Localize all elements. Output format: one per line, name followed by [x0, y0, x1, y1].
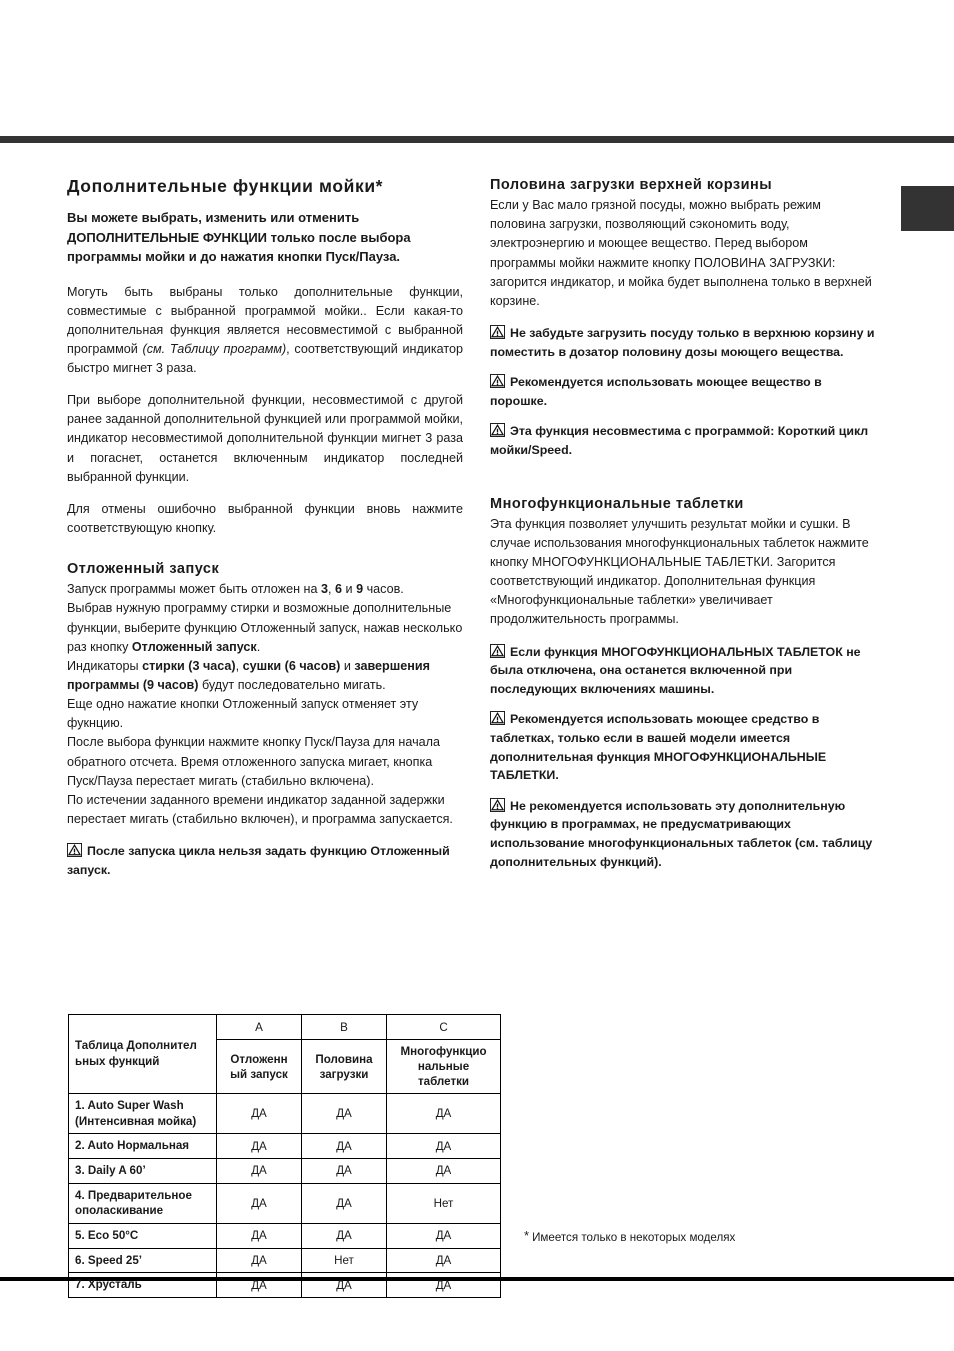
intro-lead-paragraph: Вы можете выбрать, изменить или отменить ДОПОЛНИТЕЛЬНЫЕ ФУНКЦИИ только после выбора программы мойки и до нажатия кнопки Пуск/Пауза.	[67, 210, 411, 264]
half-load-note-3	[490, 422, 876, 459]
multi-tabs-note-3-text: Не рекомендуется использовать эту дополнительную функцию в программах, не предусматривающих использование многофункциональных таблеток (см. таблицу дополнительных функций).	[490, 798, 873, 869]
cell-value: ДА	[302, 1273, 387, 1298]
cell-value: ДА	[387, 1134, 501, 1159]
ds-s2: Выбрав нужную программу стирки и возможные дополнительные функции, выберите функцию Отложенный запуск, нажав несколько раз кнопку	[67, 601, 463, 654]
cancel-function-paragraph: Для отмены ошибочно выбранной функции вновь нажмите соответствующую кнопку.	[67, 501, 463, 536]
table-row	[69, 1183, 501, 1223]
top-divider-bar	[0, 136, 954, 143]
delayed-start-body	[67, 580, 463, 829]
ds-sep1: ,	[328, 582, 336, 597]
cell-value: ДА	[387, 1094, 501, 1134]
ds-ind-dry: сушки (6 часов)	[242, 658, 341, 673]
cell-value: Нет	[387, 1183, 501, 1223]
table-row	[69, 1134, 501, 1159]
table-row	[69, 1273, 501, 1298]
right-column	[490, 176, 876, 883]
multi-tabs-note-2	[490, 710, 876, 784]
multi-tabs-heading: Многофункциональные таблетки	[490, 495, 744, 512]
ds-s6: По истечении заданного времени индикатор заданной задержки перестает мигать (стабильно включен), и программа запускается.	[67, 792, 453, 826]
table-row	[69, 1159, 501, 1184]
warning-triangle-icon	[490, 644, 505, 658]
page-edge-marker	[901, 186, 954, 231]
multi-tabs-body: Эта функция позволяет улучшить результат мойки и сушки. В случае использования многофункциональных таблеток нажмите кнопку МНОГОФУНКЦИОНАЛЬНЫЕ ТАБЛЕТКИ. Загорится соответствующий индикатор. Дополнительная функция «Многофункциональные таблетки» увеличивает продолжительность программы.	[490, 516, 869, 627]
program-name: 5. Eco 50°C	[69, 1224, 217, 1249]
cell-value: ДА	[217, 1094, 302, 1134]
table-row	[69, 1224, 501, 1249]
page-title: Дополнительные функции мойки*	[67, 176, 384, 196]
multi-tabs-note-1-text: Если функция МНОГОФУНКЦИОНАЛЬНЫХ ТАБЛЕТОК не была отключена, она останется включенной при последующих включениях машины.	[490, 644, 861, 696]
half-load-note-2	[490, 373, 876, 410]
ds-s3a: Индикаторы	[67, 658, 143, 673]
ds-s4: Еще одно нажатие кнопки Отложенный запуск отменяет эту фукнцию.	[67, 697, 419, 731]
table-row	[69, 1094, 501, 1134]
options-table-container	[68, 1014, 500, 1298]
ds-sep2: и	[342, 582, 357, 597]
compat-text-a: Могуть быть выбраны только дополнительные функции, совместимые с выбранной программой мойки.. Если какая-то дополнительная функция является несовместимой с выбранной программой	[67, 284, 463, 356]
ds-s2-end: .	[256, 639, 261, 654]
program-name: 7. Хрусталь	[69, 1273, 217, 1298]
ds-s3-sep: ,	[235, 658, 243, 673]
table-letter-row	[69, 1015, 501, 1040]
column-header-multi-tabs: Многофункцио нальные таблетки	[387, 1040, 501, 1094]
compat-text-italic: (см. Таблицу программ)	[142, 341, 287, 356]
multi-tabs-note-1	[490, 643, 876, 699]
column-letter-c: C	[387, 1015, 501, 1040]
ds-s3-end: будут последовательно мигать.	[198, 678, 386, 693]
ds-s1c: часов.	[363, 582, 404, 597]
cell-value: ДА	[302, 1159, 387, 1184]
delayed-start-warning-text: После запуска цикла нельзя задать функцию Отложенный запуск.	[67, 844, 450, 877]
delayed-start-heading: Отложенный запуск	[67, 561, 220, 578]
cell-value: ДА	[387, 1159, 501, 1184]
column-header-half-load: Половина загрузки	[302, 1040, 387, 1094]
warning-triangle-icon	[490, 423, 505, 437]
cell-value: ДА	[302, 1094, 387, 1134]
half-load-heading: Половина загрузки верхней корзины	[490, 177, 773, 193]
compatibility-paragraph	[67, 283, 463, 379]
cell-value: ДА	[387, 1224, 501, 1249]
half-load-body: Если у Вас мало грязной посуды, можно выбрать режим половина загрузки, позволяющий сэкономить воду, электроэнергию и моющее вещество. Перед выбором программы мойки нажмите кнопку ПОЛОВИНА ЗАГРУЗКИ: загорится индикатор, и мойка будет выполнена только в верхней корзине.	[490, 198, 872, 308]
footnote-text: Имеется только в некоторых моделях	[532, 1231, 736, 1244]
compat-text-b: , соответствующий индикатор быстро мигнет 3 раза.	[67, 341, 463, 376]
ds-ind-end: завершения программы (9 часов)	[67, 658, 430, 693]
column-header-delayed-start: Отложенн ый запуск	[217, 1040, 302, 1094]
multi-tabs-note-2-text: Рекомендуется использовать моющее средство в таблетках, только если в вашей модели имеется дополнительная функция МНОГОФУНКЦИОНАЛЬНЫЕ ТАБЛЕТКИ.	[490, 712, 827, 783]
column-letter-a: A	[217, 1015, 302, 1040]
cell-value: ДА	[302, 1183, 387, 1223]
cell-value: Нет	[302, 1248, 387, 1273]
ds-hours-9: 9	[356, 582, 364, 597]
program-name: 4. Предварительное ополаскивание	[69, 1183, 217, 1223]
cell-value: ДА	[217, 1224, 302, 1249]
cell-value: ДА	[387, 1248, 501, 1273]
table-row	[69, 1248, 501, 1273]
cell-value: ДА	[302, 1134, 387, 1159]
half-load-note-1-text: Не забудьте загрузить посуду только в верхнюю корзину и поместить в дозатор половину дозы моющего вещества.	[490, 325, 875, 359]
warning-triangle-icon	[490, 798, 505, 812]
ds-button-name: Отложенный запуск	[131, 639, 257, 654]
ds-s1a: Запуск программы может быть отложен на	[67, 582, 321, 597]
table-corner-label: Таблица Дополнител ьных функций	[69, 1015, 217, 1094]
column-letter-b: B	[302, 1015, 387, 1040]
cell-value: ДА	[302, 1224, 387, 1249]
incompatible-indicator-paragraph: При выборе дополнительной функции, несовместимой с другой ранее заданной дополнительной функцией или программой мойки, индикатор несовместимой дополнительной функции мигнет 3 раза и погаснет, останется включенным индикатор последней выбранной функции.	[67, 393, 463, 484]
delayed-start-warning-note	[67, 842, 463, 879]
program-name: 6. Speed 25’	[69, 1248, 217, 1273]
page-footnote	[524, 1228, 735, 1245]
warning-triangle-icon	[490, 325, 505, 339]
options-compatibility-table	[68, 1014, 501, 1298]
program-name: 3. Daily A 60’	[69, 1159, 217, 1184]
ds-hours-6: 6	[335, 582, 343, 597]
half-load-note-3-text: Эта функция несовместима с программой: Короткий цикл мойки/Speed.	[490, 424, 869, 458]
multi-tabs-note-3	[490, 797, 876, 871]
cell-value: ДА	[387, 1273, 501, 1298]
footnote-asterisk: *	[524, 1228, 530, 1243]
cell-value: ДА	[217, 1134, 302, 1159]
half-load-note-2-text: Рекомендуется использовать моющее вещество в порошке.	[490, 375, 822, 408]
cell-value: ДА	[217, 1159, 302, 1184]
program-name: 2. Auto Нормальная	[69, 1134, 217, 1159]
program-name: 1. Auto Super Wash (Интенсивная мойка)	[69, 1094, 217, 1134]
ds-s5: После выбора функции нажмите кнопку Пуск/Пауза для начала обратного отсчета. Время отложенного запуска мигает, кнопка Пуск/Пауза перестает мигать (стабильно включена).	[67, 735, 440, 788]
ds-s3-and: и	[340, 658, 355, 673]
cell-value: ДА	[217, 1273, 302, 1298]
half-load-note-1	[490, 324, 876, 361]
left-column	[67, 176, 463, 891]
warning-triangle-icon	[67, 843, 82, 857]
cell-value: ДА	[217, 1248, 302, 1273]
warning-triangle-icon	[490, 374, 505, 388]
ds-ind-wash: стирки (3 часа)	[142, 658, 236, 673]
warning-triangle-icon	[490, 711, 505, 725]
cell-value: ДА	[217, 1183, 302, 1223]
ds-hours-3: 3	[321, 582, 329, 597]
